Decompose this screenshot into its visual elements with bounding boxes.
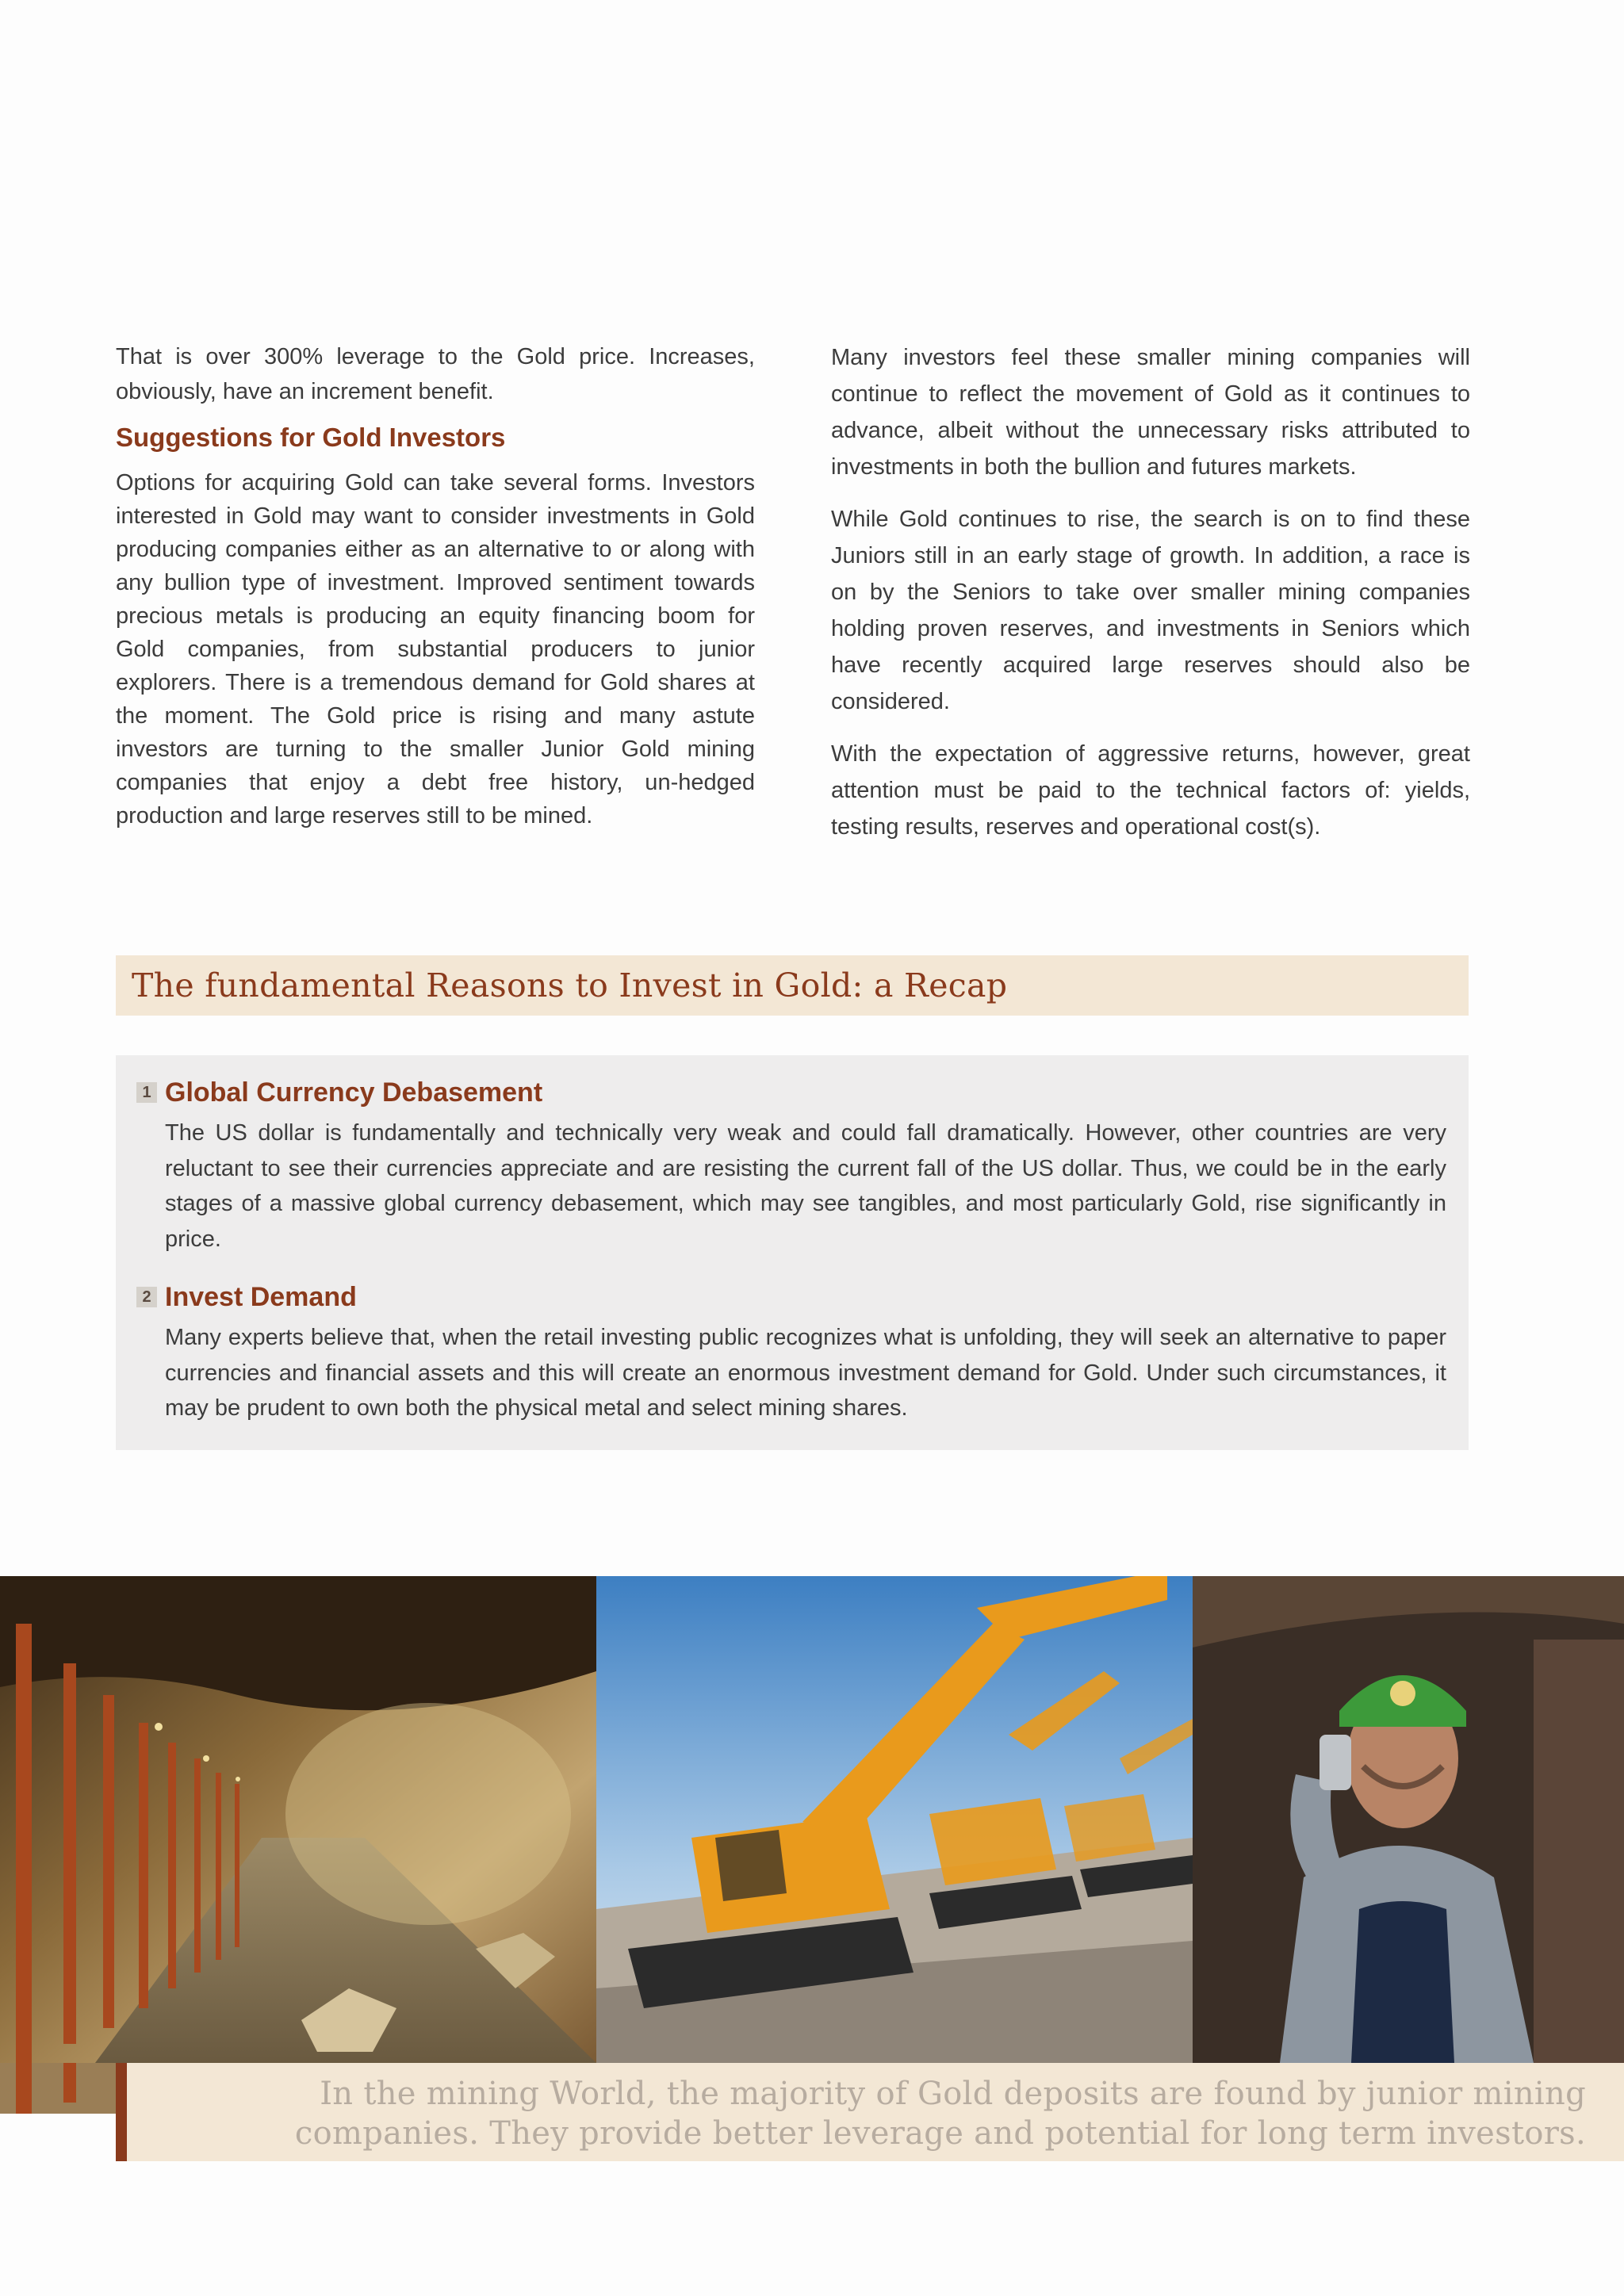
excavators-photo xyxy=(596,1576,1193,2063)
right-column xyxy=(831,339,1470,861)
left-column xyxy=(116,339,755,832)
reason-item xyxy=(136,1277,1446,1426)
right-paragraph-1: Many investors feel these smaller mining companies will continue to reflect the movement of Gold as it continues to advance, albeit without the unnecessary risks attributed to investments in both the bullion and futures markets. xyxy=(831,345,1470,480)
right-paragraph-3: With the expectation of aggressive returns, however, great attention must be paid to the technical factors of: yields, testing results, reserves and operational cost(s). xyxy=(831,741,1470,840)
reason-body: Many experts believe that, when the retail investing public recognizes what is unfolding, they will seek an alternative to paper currencies and financial assets and this will create an enormous investment demand for Gold. Under such circumstances, it may be prudent to own both the physical metal and select mining shares. xyxy=(165,1325,1446,1421)
reason-title: Invest Demand xyxy=(165,1281,357,1312)
reason-title: Global Currency Debasement xyxy=(165,1077,543,1108)
photo-caption xyxy=(116,2063,1624,2161)
photo-overflow xyxy=(0,2063,116,2114)
miner-photo xyxy=(1193,1576,1624,2063)
number-badge: 1 xyxy=(136,1082,157,1103)
reason-body: The US dollar is fundamentally and technically very weak and could fall dramatically. However, other countries are very reluctant to see their currencies appreciate and are resisting the current fall of the US dollar. Thus, we could be in the early stages of a massive global currency debasement, which may see tangibles, and most particularly Gold, rise significantly in price. xyxy=(165,1120,1446,1252)
mine-tunnel-photo xyxy=(0,1576,596,2063)
section-subheading: Suggestions for Gold Investors xyxy=(116,423,506,452)
recap-title-band xyxy=(116,955,1469,1016)
body-paragraph: Options for acquiring Gold can take several forms. Investors interested in Gold may want to consider investments in Gold producing companies either as an alternative to or along with any bullion type of investment. Improved sentiment towards precious metals is producing an equity financing boom for Gold companies, from substantial producers to junior explorers. There is a tremendous demand for Gold shares at the moment. The Gold price is rising and many astute investors are turning to the smaller Junior Gold mining companies that enjoy a debt free history, un-hedged production and large reserves still to be mined. xyxy=(116,470,755,828)
lead-paragraph: That is over 300% leverage to the Gold price. Increases, obviously, have an increment benefit. xyxy=(116,344,755,404)
caption-line-2: companies. They provide better leverage and potential for long term investors. xyxy=(294,2115,1586,2152)
right-paragraph-2: While Gold continues to rise, the search is on to find these Juniors still in an early stage of growth. In addition, a race is on by the Seniors to take over smaller mining companies holding proven reserves, and investments in Seniors which have recently acquired large reserves should also be considered. xyxy=(831,507,1470,714)
photo-strip xyxy=(0,1576,1624,2063)
recap-box xyxy=(116,1055,1469,1450)
reason-item xyxy=(136,1073,1446,1257)
number-badge: 2 xyxy=(136,1287,157,1307)
recap-title: The fundamental Reasons to Invest in Gold: a Recap xyxy=(132,966,1008,1004)
reason-heading xyxy=(136,1277,1446,1317)
caption-line-1: In the mining World, the majority of Gold deposits are found by junior mining xyxy=(320,2076,1586,2112)
reason-heading xyxy=(136,1073,1446,1112)
